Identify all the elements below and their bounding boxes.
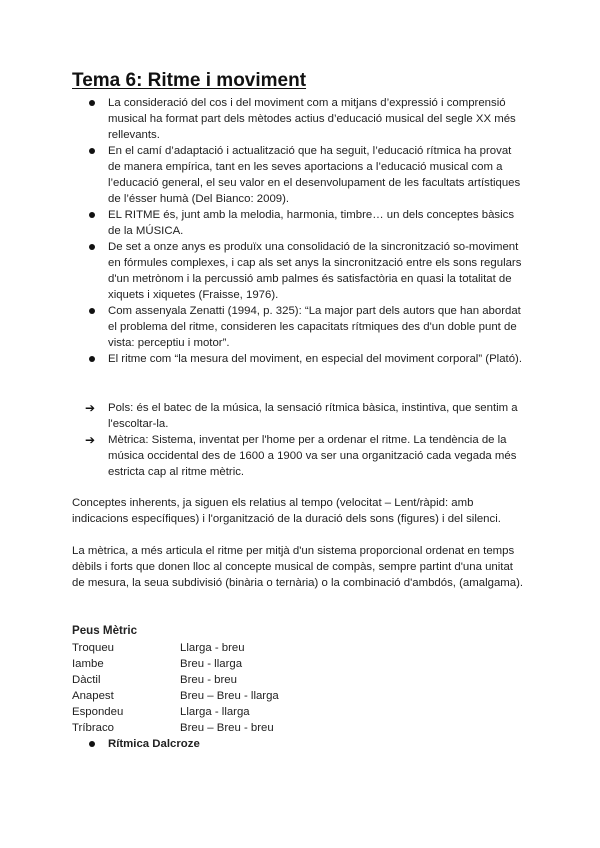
bullet-dot-icon: [89, 356, 95, 362]
list-item: EL RITME és, junt amb la melodia, harmonia, timbre… un dels conceptes bàsics de la MÚSICA.: [72, 207, 527, 239]
list-item: De set a onze anys es produïx una consolidació de la sincronització so-moviment en fórmules complexes, i cap als set anys la sincronització entre els sons regulars d'un metrònom i la percussió amb palmes és satisfactòria en quasi la totalitat de xiquets i xiquetes (Fraisse, 1976).: [72, 239, 527, 303]
dalcroze-item: Rítmica Dalcroze: [72, 736, 200, 752]
peus-heading: Peus Mètric: [72, 624, 138, 637]
bullet-list: [72, 95, 527, 367]
paragraph: Conceptes inherents, ja siguen els relatius al tempo (velocitat – Lent/ràpid: amb indicacions específiques) i l'organització de la duració dels sons (figures) i del silenci.: [72, 497, 501, 525]
table-row: Anapest Breu – Breu - llarga: [72, 690, 279, 702]
list-item: En el camí d’adaptació i actualització que ha seguit, l’educació rítmica ha provat de manera empírica, tant en les seves aportacions a l’educació musical com a l’educació general, el seu valor en el desenvolupament de les facultats artístiques de l’ésser humà (Del Bianco: 2009).: [72, 143, 527, 207]
page-title: Tema 6: Ritme i moviment: [72, 70, 307, 91]
arrow-list: [72, 400, 527, 480]
arrow-right-icon: ➔: [85, 401, 96, 415]
bullet-dot-icon: [89, 244, 95, 250]
table-row: Iambe Breu - llarga: [72, 658, 243, 670]
paragraph: La mètrica, a més articula el ritme per mitjà d'un sistema proporcional ordenat en temps dèbils i forts que donen lloc al concepte musical de compàs, sempre partint d'una unitat de mesura, la seua subdivisió (binària o ternària) o la combinació d'ambdós, (amalgama).: [72, 545, 524, 589]
list-item: Com assenyala Zenatti (1994, p. 325): “La major part dels autors que han abordat el problema del ritme, consideren les capacitats rítmiques des d'un doble punt de vista: perceptiu i motor”.: [72, 303, 527, 351]
bullet-dot-icon: [89, 741, 95, 747]
peus-table: [72, 640, 372, 736]
arrow-list-item: ➔ Pols: és el batec de la música, la sensació rítmica bàsica, instintiva, que sentim a l'escoltar-la.: [85, 401, 518, 430]
list-item: La consideració del cos i del moviment com a mitjans d’expressió i comprensió musical ha format part dels mètodes actius d’educació musical del segle XX més rellevants.: [72, 95, 527, 143]
table-row: Tríbraco Breu – Breu - breu: [72, 722, 274, 734]
bullet-dot-icon: [89, 100, 95, 106]
arrow-right-icon: ➔: [85, 433, 96, 447]
bullet-dot-icon: [89, 148, 95, 154]
list-item: El ritme com “la mesura del moviment, en especial del moviment corporal” (Plató).: [72, 351, 527, 367]
table-row: Dàctil Breu - breu: [72, 674, 237, 686]
table-row: Espondeu Llarga - llarga: [72, 706, 250, 718]
table-row: Troqueu Llarga - breu: [72, 642, 245, 654]
arrow-list-item: ➔ Mètrica: Sistema, inventat per l'home per a ordenar el ritme. La tendència de la música occidental des de 1600 a 1900 va ser una organització cada vegada més estricta cap al ritme mètric.: [85, 433, 517, 478]
bullet-dot-icon: [89, 308, 95, 314]
bullet-dot-icon: [89, 212, 95, 218]
